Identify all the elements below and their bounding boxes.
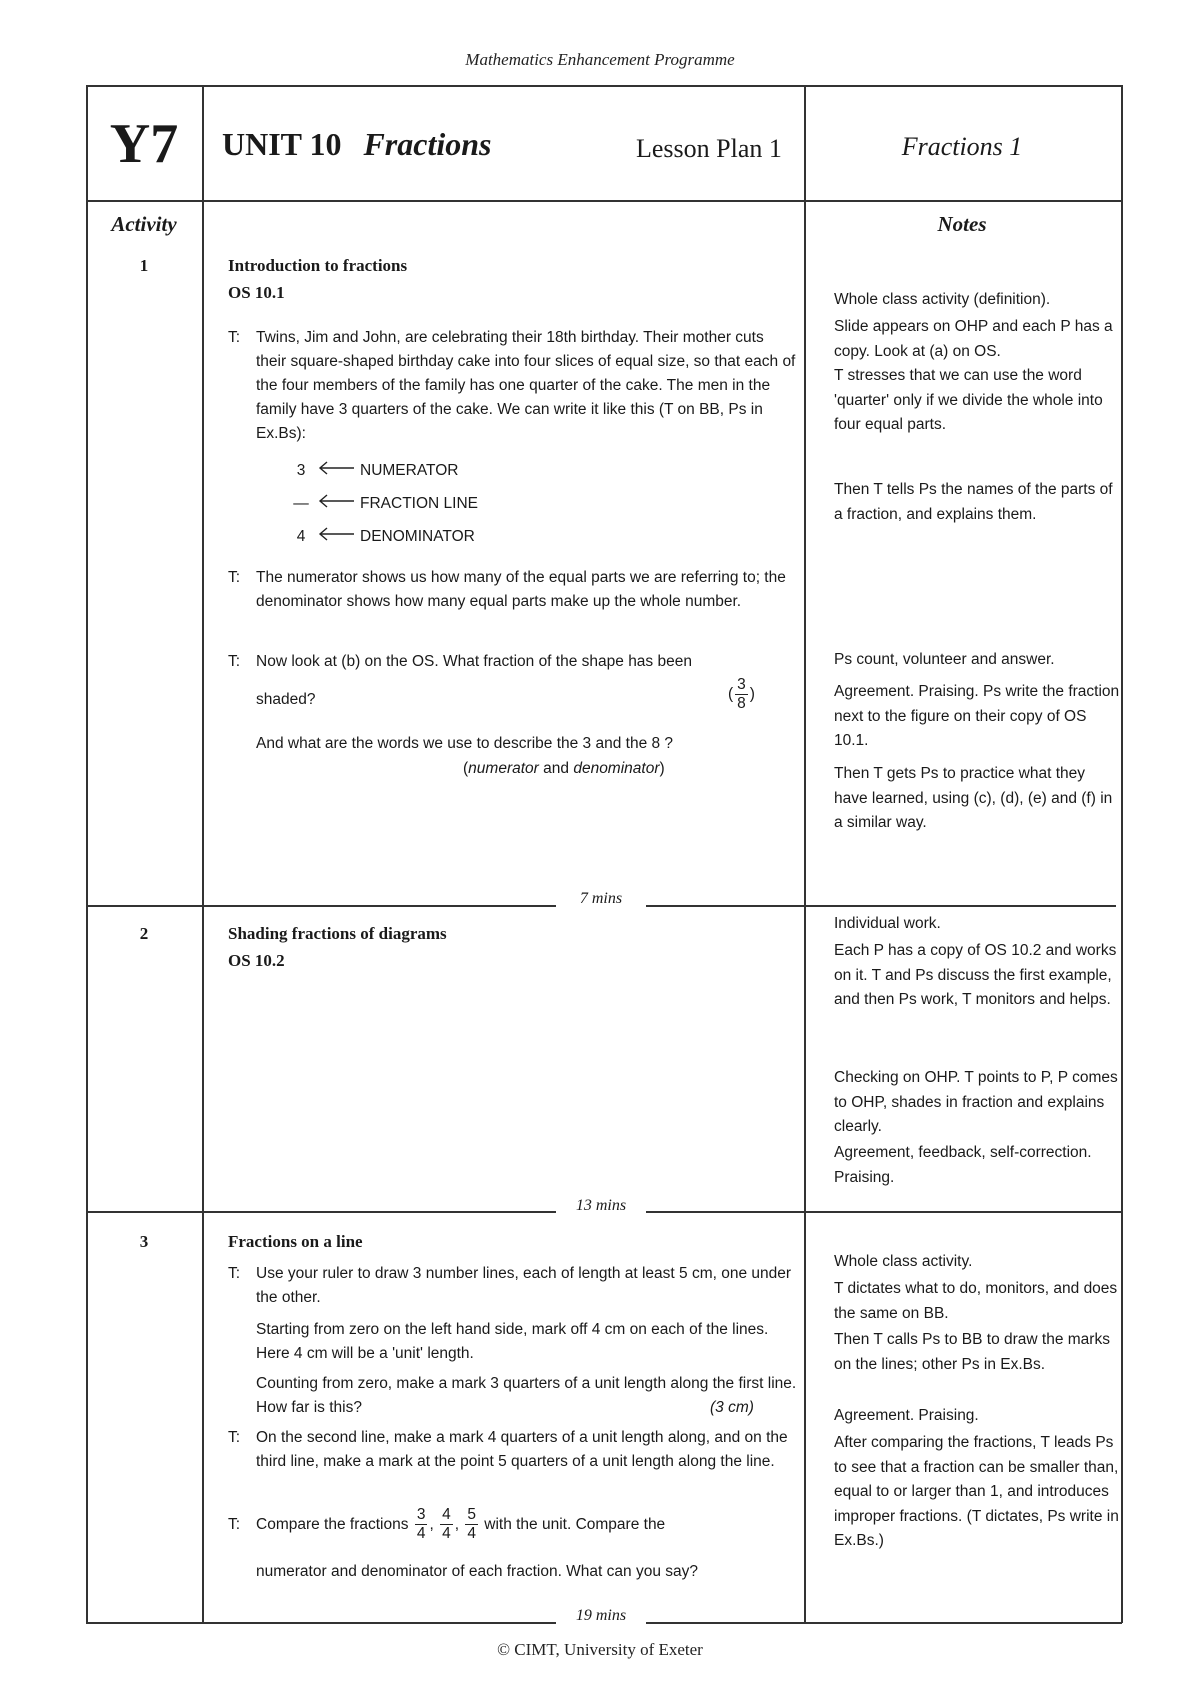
unit-topic: Fractions [363,126,492,162]
note: Ps count, volunteer and answer. [834,651,1055,668]
left-arrow-icon [316,458,360,484]
fraction-4-4: $\frac{4}{4}$ [442,1506,451,1543]
fraction-line-row [286,491,478,517]
activity-3-paragraph-2: Starting from zero on the left hand side, mark off 4 cm on each of the lines. Here 4 cm will be a 'unit' length. [256,1321,769,1362]
numerator-value: 3 [296,462,306,479]
note: Whole class activity (definition). [834,291,1051,308]
note: Then T calls Ps to BB to draw the marks on the lines; other Ps in Ex.Bs. [834,1331,1110,1373]
activity-3-heading: Fractions on a line [228,1232,363,1251]
note: Agreement. Praising. [834,1407,979,1424]
note: Then T tells Ps the names of the parts of a fraction, and explains them. [834,481,1113,523]
activity-3-paragraph-1 [228,1262,798,1310]
paragraph-text: The numerator shows us how many of the equal parts we are referring to; the denominator shows how many equal parts make up the whole number. [256,569,786,610]
activity-3-time: 19 mins [556,1607,646,1625]
unit-number: UNIT 10 [222,126,342,162]
activity-2-time: 13 mins [556,1197,646,1215]
teacher-label: T: [228,1265,241,1282]
copyright-footer: © CIMT, University of Exeter [497,1640,703,1659]
activity-1-paragraph-3 [228,650,798,674]
activity-number-3: 3 [139,1232,149,1251]
activity-3-paragraph-4 [228,1426,798,1474]
denominator-row [286,524,475,550]
teacher-label: T: [228,1516,241,1533]
denominator-value: 4 [296,528,306,545]
activity-column-header: Activity [111,212,177,236]
activity-number-1: 1 [139,256,149,275]
activity-1-paragraph-4: And what are the words we use to describe the 3 and the 8 ? [256,735,674,752]
activity-1-heading: Introduction to fractions [228,256,408,275]
activity-3-title [228,1228,363,1255]
numerator-label: NUMERATOR [360,462,459,479]
activity-2-title [228,920,447,974]
note: Each P has a copy of OS 10.2 and works on it. T and Ps discuss the first example, and then Ps work, T monitors and helps. [834,942,1117,1008]
note: Whole class activity. [834,1253,973,1270]
lesson-plan-label: Lesson Plan 1 [636,134,782,163]
activity-number-2: 2 [139,924,149,943]
paragraph-text: Compare the fractions $\frac{3}{4}$ , $\frac{4}{4}$ , $\frac{5}{4}$ with the unit. Compare the [256,1506,666,1543]
paragraph-text: Now look at (b) on the OS. What fraction of the shape has been [256,653,692,670]
left-arrow-icon [316,524,360,550]
year-label: Y7 [109,113,179,175]
left-arrow-icon [316,491,360,517]
note: T stresses that we can use the word 'quarter' only if we divide the whole into four equal parts. [834,367,1103,433]
activity-1-question: shaded? [256,691,316,708]
teacher-label: T: [228,329,241,346]
fraction-line-label: FRACTION LINE [360,495,478,512]
programme-header: Mathematics Enhancement Programme [465,50,735,69]
activity-3-paragraph-5 [228,1500,798,1550]
note: Agreement. Praising. Ps write the fraction next to the figure on their copy of OS 10.1. [834,683,1120,749]
note: Individual work. [834,915,941,932]
fraction-3-4: $\frac{3}{4}$ [416,1506,426,1543]
note: T dictates what to do, monitors, and does the same on BB. [834,1280,1118,1322]
activity-3-paragraph-3: Counting from zero, make a mark 3 quarters of a unit length along the first line. How far is this? [256,1375,797,1416]
activity-3-answer: (3 cm) [710,1399,754,1416]
teacher-label: T: [228,1429,241,1446]
activity-2-heading: Shading fractions of diagrams [228,924,447,943]
activity-1-title [228,252,407,306]
activity-1-paragraph-1 [228,326,798,446]
teacher-label: T: [228,569,241,586]
activity-1-time: 7 mins [556,890,646,908]
fraction-line-symbol: — [293,495,309,512]
denominator-label: DENOMINATOR [360,528,475,545]
activity-1-answer: (numerator and denominator) [463,760,665,777]
activity-1-sheet: OS 10.1 [228,283,285,302]
activity-2-sheet: OS 10.2 [228,951,285,970]
numerator-row [286,458,458,484]
lesson-title: Fractions 1 [901,132,1023,161]
paragraph-text: Twins, Jim and John, are celebrating their 18th birthday. Their mother cuts their square-shaped birthday cake into four slices of equal size, so that each of the four members of the family has one quarter of the cake. The men in the family have 3 quarters of the cake. We can write it like this (T on BB, Ps in Ex.Bs): [256,329,796,442]
activity-3-paragraph-6: numerator and denominator of each fraction. What can you say? [256,1563,698,1580]
paragraph-text: Use your ruler to draw 3 number lines, each of length at least 5 cm, one under the other. [256,1265,792,1306]
teacher-label: T: [228,653,241,670]
note: After comparing the fractions, T leads Ps to see that a fraction can be smaller than, equal to or larger than 1, and introduces improper fractions. (T dictates, Ps write in Ex.Bs.) [834,1434,1119,1549]
note: Agreement, feedback, self-correction. Praising. [834,1144,1092,1186]
activity-1-paragraph-2 [228,566,798,614]
fraction-3-8: $\frac{3}{8}$ [737,676,746,712]
note: Checking on OHP. T points to P, P comes to OHP, shades in fraction and explains clearly. [834,1069,1118,1135]
answer-fraction: ( $\frac{3}{8}$ ) [728,676,755,712]
fraction-5-4: $\frac{5}{4}$ [467,1506,476,1543]
note: Then T gets Ps to practice what they have learned, using (c), (d), (e) and (f) in a similar way. [834,765,1113,831]
paragraph-text: On the second line, make a mark 4 quarters of a unit length along, and on the third line, make a mark at the point 5 quarters of a unit length along the line. [256,1429,788,1470]
notes-column-header: Notes [937,212,987,236]
note: Slide appears on OHP and each P has a copy. Look at (a) on OS. [834,318,1113,360]
unit-title [222,126,491,163]
